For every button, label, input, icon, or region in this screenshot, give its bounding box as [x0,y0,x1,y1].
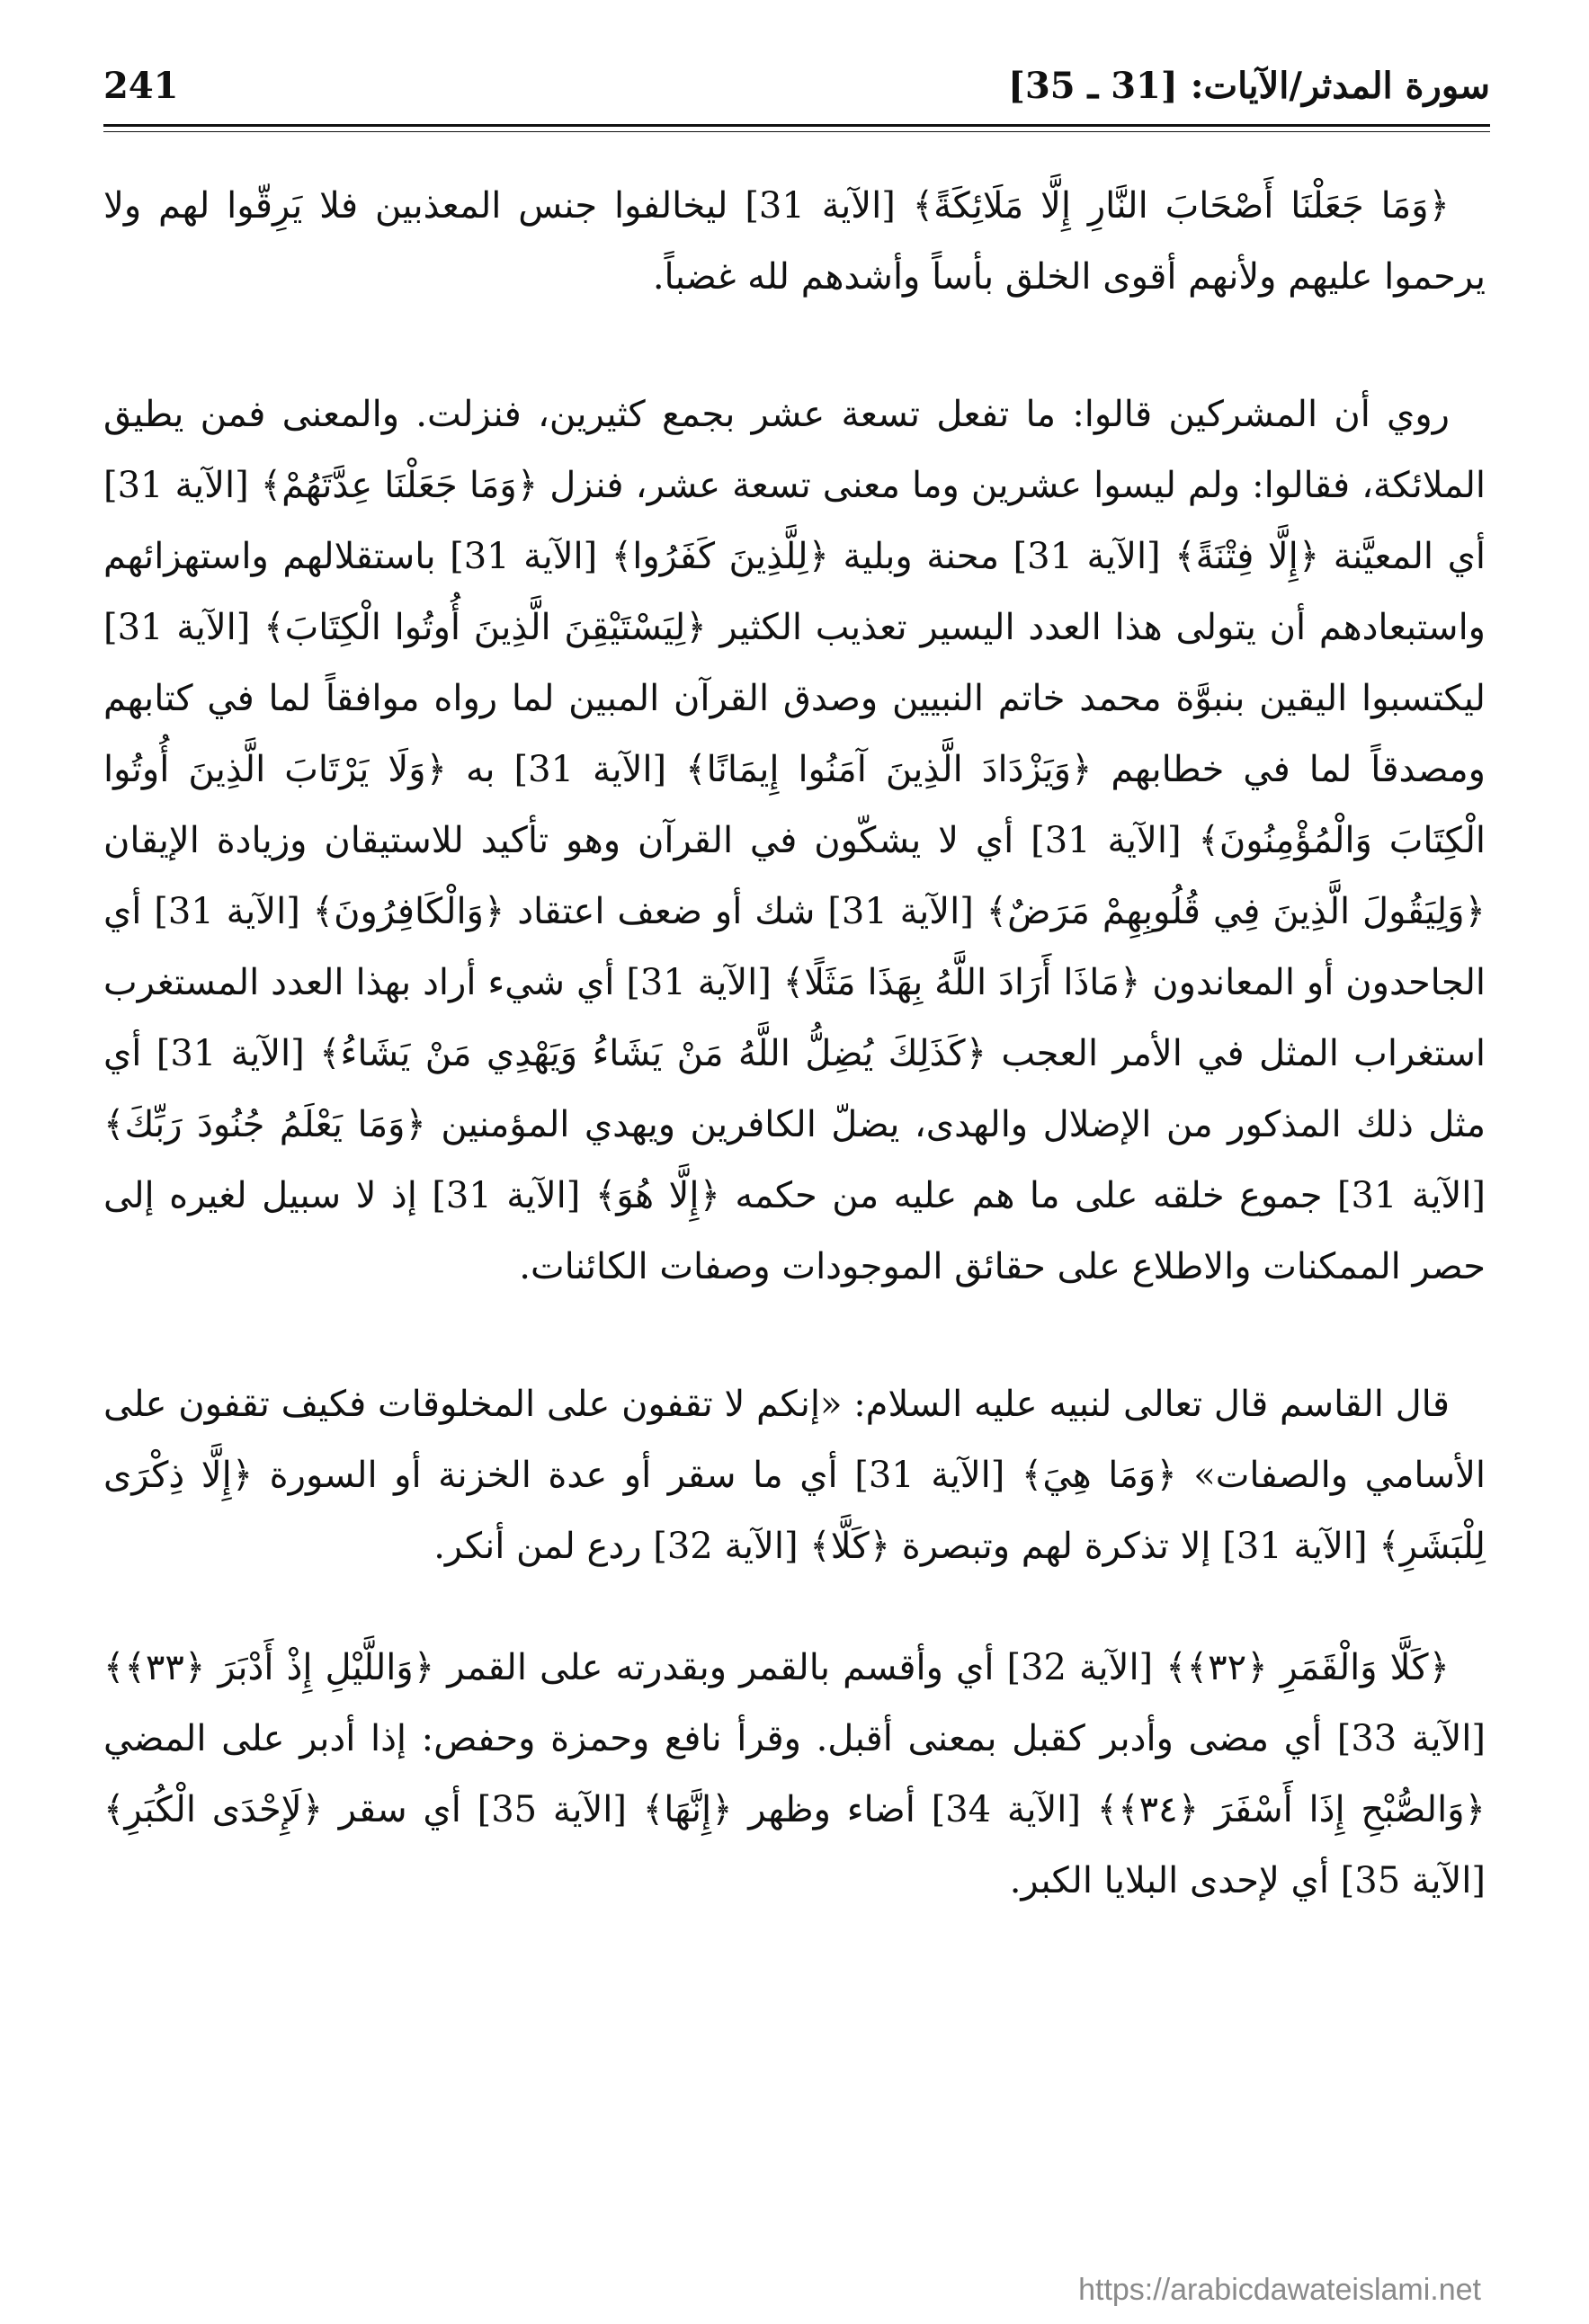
paragraph-3: قال القاسم قال تعالى لنبيه عليه السلام: «إنكم لا تقفون على المخلوقات فكيف تقفون على الأسامي والصفات» ﴿وَمَا هِيَ﴾ [الآية 31] أي ما سقر أو عدة الخزنة أو السورة ﴿إِلَّا ذِكْرَى لِلْبَشَرِ﴾ [الآية 31] إلا تذكرة لهم وتبصرة ﴿كَلَّا﴾ [الآية 32] ردع لمن أنكر. [103,1384,1486,1567]
running-title: سورة المدثر/الآيات: [31 ـ 35] [1008,65,1490,107]
header-rule-thin [103,131,1490,132]
watermark-url: https://arabicdawateislami.net [1078,2273,1481,2307]
page-header [103,65,1490,128]
paragraph-4: ﴿كَلَّا وَالْقَمَرِ ﴿٣٢﴾﴾ [الآية 32] أي وأقسم بالقمر وبقدرته على القمر ﴿وَاللَّيْلِ إِذْ أَدْبَرَ ﴿٣٣﴾﴾ [الآية 33] أي مضى وأدبر كقبل بمعنى أقبل. وقرأ نافع وحمزة وحفص: إذا أدبر على المضي ﴿وَالصُّبْحِ إِذَا أَسْفَرَ ﴿٣٤﴾﴾ [الآية 34] أضاء وظهر ﴿إِنَّهَا﴾ [الآية 35] أي سقر ﴿لَإِحْدَى الْكُبَرِ﴾ [الآية 35] أي لإحدى البلايا الكبر. [103,1647,1486,1901]
paragraph-spacer [103,1303,1486,1369]
paragraph-2: روي أن المشركين قالوا: ما تفعل تسعة عشر بجمع كثيرين، فنزلت. والمعنى فمن يطيق الملائكة، فقالوا: ولم ليسوا عشرين وما معنى تسعة عشر، فنزل ﴿وَمَا جَعَلْنَا عِدَّتَهُمْ﴾ [الآية 31] أي المعيَّنة ﴿إِلَّا فِتْنَةً﴾ [الآية 31] محنة وبلية ﴿لِلَّذِينَ كَفَرُوا﴾ [الآية 31] باستقلالهم واستهزائهم واستبعادهم أن يتولى هذا العدد اليسير تعذيب الكثير ﴿لِيَسْتَيْقِنَ الَّذِينَ أُوتُوا الْكِتَابَ﴾ [الآية 31] ليكتسبوا اليقين بنبوَّة محمد خاتم النبيين وصدق القرآن المبين لما رواه موافقاً لما في كتابهم ومصدقاً لما في خطابهم ﴿وَيَزْدَادَ الَّذِينَ آمَنُوا إِيمَانًا﴾ [الآية 31] به ﴿وَلَا يَرْتَابَ الَّذِينَ أُوتُوا الْكِتَابَ وَالْمُؤْمِنُونَ﴾ [الآية 31] أي لا يشكّون في القرآن وهو تأكيد للاستيقان وزيادة الإيقان ﴿وَلِيَقُولَ الَّذِينَ فِي قُلُوبِهِمْ مَرَضٌ﴾ [الآية 31] شك أو ضعف اعتقاد ﴿وَالْكَافِرُونَ﴾ [الآية 31] أي الجاحدون أو المعاندون ﴿مَاذَا أَرَادَ اللَّهُ بِهَذَا مَثَلًا﴾ [الآية 31] أي شيء أراد بهذا العدد المستغرب استغراب المثل في الأمر العجب ﴿كَذَلِكَ يُضِلُّ اللَّهُ مَنْ يَشَاءُ وَيَهْدِي مَنْ يَشَاءُ﴾ [الآية 31] أي مثل ذلك المذكور من الإضلال والهدى، يضلّ الكافرين ويهدي المؤمنين ﴿وَمَا يَعْلَمُ جُنُودَ رَبِّكَ﴾ [الآية 31] جموع خلقه على ما هم عليه من حكمه ﴿إِلَّا هُوَ﴾ [الآية 31] إذ لا سبيل لغيره إلى حصر الممكنات والاطلاع على حقائق الموجودات وصفات الكائنات. [103,394,1486,1287]
page-number: 241 [103,65,179,107]
page-body [103,171,1486,1917]
paragraph-1: ﴿وَمَا جَعَلْنَا أَصْحَابَ النَّارِ إِلَّا مَلَائِكَةً﴾ [الآية 31] ليخالفوا جنس المعذبين فلا يَرِقّوا لهم ولا يرحموا عليهم ولأنهم أقوى الخلق بأساً وأشدهم لله غضباً. [103,185,1486,298]
header-rule [103,124,1490,127]
paragraph-spacer [103,313,1486,379]
paragraph-spacer [103,1582,1486,1633]
